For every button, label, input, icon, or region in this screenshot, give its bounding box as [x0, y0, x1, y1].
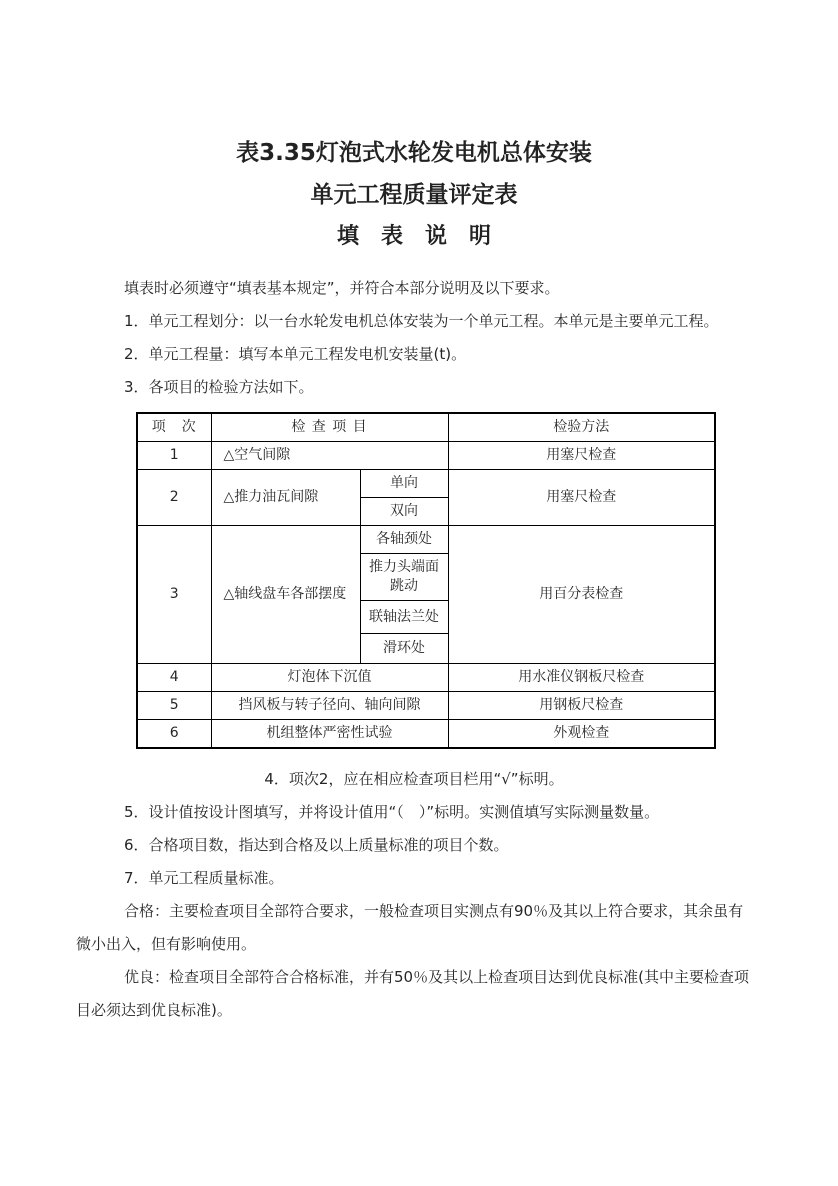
cell-item-1: △空气间隙: [211, 442, 448, 470]
note-item-7: 7．单元工程质量标准。: [124, 869, 284, 887]
cell-method-5: 用钢板尺检查: [448, 692, 715, 720]
table-row-3: [137, 526, 715, 554]
qualified-criteria-paragraph: 合格：主要检查项目全部符合要求，一般检查项目实测点有90％及其以上符合要求，其余虽有微小出入，但有影响使用。: [76, 902, 744, 953]
table-header-row: [137, 413, 715, 442]
cell-method-3: 用百分表检查: [448, 526, 715, 664]
cell-no-3: 3: [137, 526, 211, 664]
excellent-criteria-paragraph: 优良：检查项目全部符合合格标准，并有50％及其以上检查项目达到优良标准(其中主要检查项目必须达到优良标准)。: [76, 968, 749, 1019]
cell-no-1: 1: [137, 442, 211, 470]
table-row-6: [137, 720, 715, 749]
inspection-method-table: [136, 412, 716, 749]
intro-item-2: 2．单元工程量：填写本单元工程发电机安装量(t)。: [124, 345, 467, 363]
cell-sub-3-4: 滑环处: [360, 634, 448, 664]
cell-method-1: 用塞尺检查: [448, 442, 715, 470]
header-item-no: 项 次: [137, 413, 211, 442]
note-item-4: 4．项次2，应在相应检查项目栏用“√”标明。: [264, 770, 564, 788]
cell-sub-3-1: 各轴颈处: [360, 526, 448, 554]
table-row-1: [137, 442, 715, 470]
table-row-4: [137, 664, 715, 692]
cell-sub-3-2: 推力头端面跳动: [360, 554, 448, 601]
cell-method-6: 外观检查: [448, 720, 715, 749]
note-item-5: 5．设计值按设计图填写，并将设计值用“（ ）”标明。实测值填写实际测量数量。: [124, 803, 660, 821]
cell-sub-2-1: 单向: [360, 470, 448, 498]
cell-item-2: △推力油瓦间隙: [211, 470, 360, 526]
cell-no-4: 4: [137, 664, 211, 692]
intro-item-1: 1．单元工程划分：以一台水轮发电机总体安装为一个单元工程。本单元是主要单元工程。: [124, 312, 719, 330]
doc-title-line1: 表3.35灯泡式水轮发电机总体安装: [236, 140, 592, 166]
cell-method-4: 用水准仪钢板尺检查: [448, 664, 715, 692]
cell-item-5: 挡风板与转子径向、轴向间隙: [211, 692, 448, 720]
cell-no-5: 5: [137, 692, 211, 720]
cell-method-2: 用塞尺检查: [448, 470, 715, 526]
cell-no-2: 2: [137, 470, 211, 526]
cell-item-4: 灯泡体下沉值: [211, 664, 448, 692]
cell-item-6: 机组整体严密性试验: [211, 720, 448, 749]
cell-no-6: 6: [137, 720, 211, 749]
doc-title-line2: 单元工程质量评定表: [310, 182, 518, 208]
table-row-5: [137, 692, 715, 720]
header-method: 检验方法: [448, 413, 715, 442]
header-check-item: 检 查 项 目: [211, 413, 448, 442]
notes-section: [76, 763, 752, 1027]
intro-paragraph: 填表时必须遵守“填表基本规定”，并符合本部分说明及以下要求。: [124, 279, 560, 297]
note-item-6: 6．合格项目数，指达到合格及以上质量标准的项目个数。: [124, 836, 509, 854]
cell-sub-3-3: 联轴法兰处: [360, 601, 448, 634]
doc-title-line3: 填 表 说 明: [336, 224, 491, 249]
cell-item-3: △轴线盘车各部摆度: [211, 526, 360, 664]
cell-sub-2-2: 双向: [360, 498, 448, 526]
intro-item-3: 3．各项目的检验方法如下。: [124, 378, 314, 396]
table-row-2: [137, 470, 715, 498]
